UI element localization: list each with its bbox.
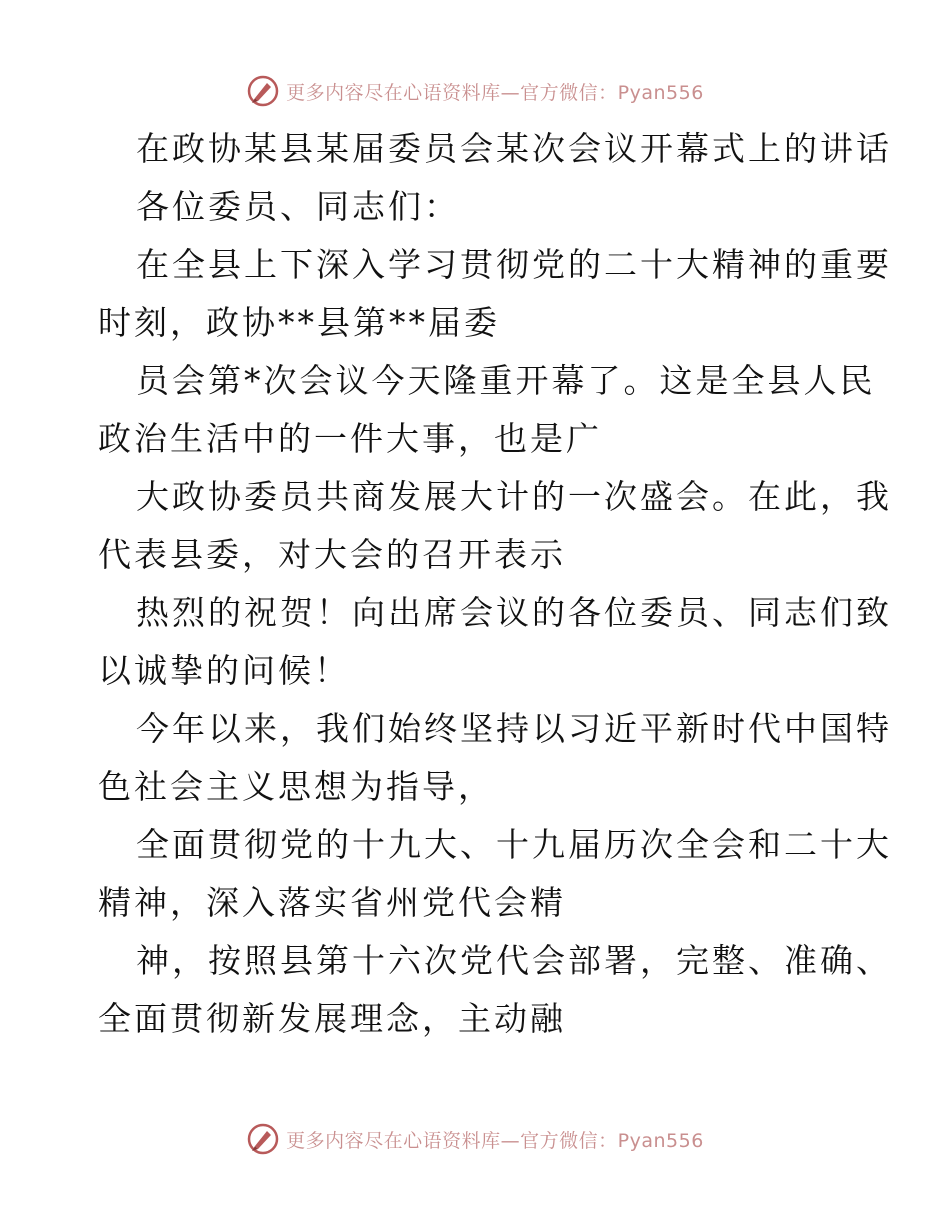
paragraph-line: 全面贯彻党的十九大、十九届历次全会和二十大 [136,825,892,864]
paragraph-line: 时刻，政协**县第**届委 [98,303,500,342]
paragraph-line: 政治生活中的一件大事，也是广 [98,419,602,458]
document-body [98,120,892,1048]
paragraph-line: 以诚挚的问候！ [98,651,350,690]
paragraph-line: 热烈的祝贺！向出席会议的各位委员、同志们致 [136,593,892,632]
paragraph-line: 在全县上下深入学习贯彻党的二十大精神的重要 [136,245,892,284]
header-banner [0,71,950,111]
paragraph-line: 大政协委员共商发展大计的一次盛会。在此，我 [136,477,892,516]
paragraph-line: 代表县委，对大会的召开表示 [98,535,566,574]
paragraph-line: 全面贯彻新发展理念，主动融 [98,999,566,1038]
banner-text: 更多内容尽在心语资料库—官方微信：Pyan556 [286,81,704,104]
paragraph-line: 今年以来，我们始终坚持以习近平新时代中国特 [136,709,892,748]
document-title: 在政协某县某届委员会某次会议开幕式上的讲话 [136,129,892,168]
footer-banner [0,1119,950,1159]
paragraph-line: 精神，深入落实省州党代会精 [98,883,566,922]
paragraph-line: 神，按照县第十六次党代会部署，完整、准确、 [136,941,892,980]
salutation: 各位委员、同志们： [136,187,460,226]
pen-nib-icon [246,1122,280,1156]
banner-text: 更多内容尽在心语资料库—官方微信：Pyan556 [286,1129,704,1152]
paragraph-line: 员会第*次会议今天隆重开幕了。这是全县人民 [136,361,876,400]
pen-nib-icon [246,74,280,108]
paragraph-line: 色社会主义思想为指导， [98,767,494,806]
